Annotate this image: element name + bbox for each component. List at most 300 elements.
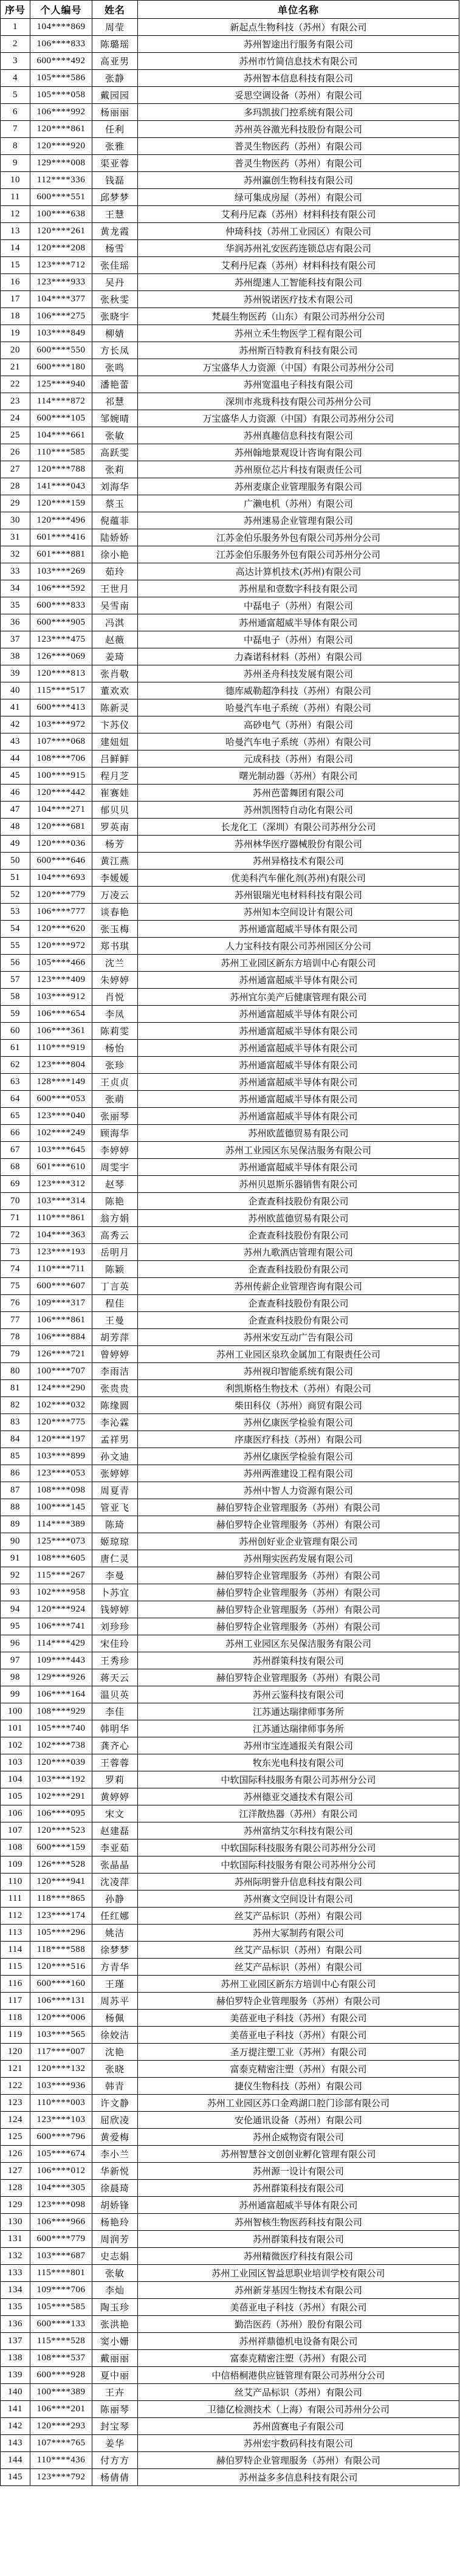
name-cell: 陈新灵 [92, 699, 138, 716]
personal-id-cell: 104****363 [30, 1227, 92, 1244]
seq-cell: 128 [1, 2180, 30, 2197]
personal-id-cell: 126****721 [30, 1346, 92, 1363]
name-cell: 胡芳萍 [92, 1329, 138, 1346]
name-cell: 张晓宇 [92, 308, 138, 325]
table-row [1, 2469, 459, 2486]
seq-cell: 131 [1, 2231, 30, 2248]
seq-cell: 69 [1, 1176, 30, 1193]
table-row [1, 819, 459, 836]
name-cell: 李沁霖 [92, 1414, 138, 1431]
table-row [1, 2163, 459, 2180]
table-row [1, 1942, 459, 1959]
table-row [1, 1346, 459, 1363]
name-cell: 黄江燕 [92, 853, 138, 870]
seq-cell: 127 [1, 2163, 30, 2180]
personal-id-cell: 125****073 [30, 1533, 92, 1550]
seq-cell: 104 [1, 1771, 30, 1788]
name-cell: 李雨洁 [92, 1363, 138, 1380]
name-cell: 杨怡 [92, 1040, 138, 1057]
company-cell: 普灵生物医药（苏州）有限公司 [138, 138, 459, 155]
personal-id-cell: 600****492 [30, 53, 92, 70]
seq-cell: 18 [1, 308, 30, 325]
seq-cell: 102 [1, 1737, 30, 1754]
name-cell: 陈颖 [92, 1261, 138, 1278]
personal-id-cell: 102****958 [30, 1584, 92, 1601]
company-cell: 苏州贝恩斯乐器销售有限公司 [138, 1176, 459, 1193]
table-row [1, 2316, 459, 2333]
table-row [1, 495, 459, 512]
personal-id-cell: 120****036 [30, 836, 92, 853]
company-cell: 苏州翰地景观设计咨询有限公司 [138, 444, 459, 461]
table-row [1, 1771, 459, 1788]
company-cell: 企查查科技股份有限公司 [138, 1295, 459, 1312]
personal-id-cell: 104****693 [30, 870, 92, 887]
name-cell: 顾海华 [92, 1125, 138, 1142]
name-cell: 黄爱梅 [92, 2129, 138, 2146]
name-cell: 周润芳 [92, 2231, 138, 2248]
personal-id-cell: 600****413 [30, 699, 92, 716]
table-row [1, 1108, 459, 1125]
table-header-row [1, 1, 459, 19]
name-cell: 渠亚蓉 [92, 155, 138, 172]
name-cell: 杨艳玲 [92, 2214, 138, 2231]
table-row [1, 2435, 459, 2452]
company-cell: 圣万提注塑工业（苏州）有限公司 [138, 2044, 459, 2061]
seq-cell: 144 [1, 2452, 30, 2469]
name-cell: 姚洁 [92, 1925, 138, 1942]
name-cell: 郑书琪 [92, 938, 138, 955]
name-cell: 姜琦 [92, 648, 138, 665]
personal-id-cell: 103****912 [30, 989, 92, 1006]
company-cell: 苏州云鉴科技有限公司 [138, 1686, 459, 1703]
table-row [1, 580, 459, 597]
seq-cell: 13 [1, 223, 30, 240]
seq-cell: 63 [1, 1074, 30, 1091]
seq-cell: 38 [1, 648, 30, 665]
seq-cell: 19 [1, 325, 30, 342]
table-row [1, 870, 459, 887]
table-row [1, 1959, 459, 1976]
table-row [1, 274, 459, 291]
seq-cell: 51 [1, 870, 30, 887]
table-row [1, 427, 459, 444]
seq-cell: 47 [1, 802, 30, 819]
table-row [1, 206, 459, 223]
table-row [1, 1908, 459, 1925]
name-cell: 岳明月 [92, 1244, 138, 1261]
company-cell: 赫伯罗特企业管理服务（苏州）有限公司 [138, 1601, 459, 1618]
personal-id-cell: 110****711 [30, 1261, 92, 1278]
table-row [1, 597, 459, 614]
personal-id-cell: 120****775 [30, 1414, 92, 1431]
seq-cell: 9 [1, 155, 30, 172]
seq-cell: 59 [1, 1006, 30, 1023]
seq-cell: 120 [1, 2044, 30, 2061]
personal-id-cell: 105****296 [30, 1925, 92, 1942]
table-row [1, 1720, 459, 1737]
seq-cell: 36 [1, 614, 30, 631]
seq-cell: 30 [1, 512, 30, 529]
company-cell: 丝艾产品标识（苏州）有限公司 [138, 1942, 459, 1959]
company-cell: 苏州源一设计有限公司 [138, 2163, 459, 2180]
name-cell: 冯淇 [92, 614, 138, 631]
company-cell: 哈曼汽车电子系统（苏州）有限公司 [138, 733, 459, 750]
table-row [1, 1652, 459, 1669]
name-cell: 张肖敬 [92, 665, 138, 682]
name-cell: 曾婷婷 [92, 1346, 138, 1363]
personal-id-cell: 102****291 [30, 1788, 92, 1805]
personal-id-cell: 115****801 [30, 2265, 92, 2282]
name-cell: 徐梦梦 [92, 1942, 138, 1959]
name-cell: 罗英南 [92, 819, 138, 836]
company-cell: 多玛凯拔门控系统有限公司 [138, 104, 459, 121]
personal-id-cell: 100****638 [30, 206, 92, 223]
seq-cell: 137 [1, 2333, 30, 2350]
seq-cell: 129 [1, 2197, 30, 2214]
table-row [1, 1431, 459, 1448]
company-cell: 仲琦科技（苏州工业园区）有限公司 [138, 223, 459, 240]
table-row [1, 2350, 459, 2367]
table-row [1, 461, 459, 478]
table-row [1, 716, 459, 733]
name-cell: 姜华 [92, 2435, 138, 2452]
company-cell: 苏州知本空间设计有限公司 [138, 904, 459, 921]
personal-id-cell: 106****275 [30, 308, 92, 325]
company-cell: 苏州缇速人工智能科技有限公司 [138, 274, 459, 291]
seq-cell: 24 [1, 410, 30, 427]
company-cell: 苏州林华医疗器械股份有限公司 [138, 836, 459, 853]
table-row [1, 1635, 459, 1652]
company-cell: 江洋散热器（苏州）有限公司 [138, 1805, 459, 1822]
table-row [1, 1159, 459, 1176]
seq-cell: 48 [1, 819, 30, 836]
table-row [1, 2299, 459, 2316]
seq-cell: 3 [1, 53, 30, 70]
table-row [1, 648, 459, 665]
personal-id-cell: 128****149 [30, 1074, 92, 1091]
name-cell: 高秀云 [92, 1227, 138, 1244]
company-cell: 华润苏州礼安医药连锁总店有限公司 [138, 240, 459, 257]
personal-id-cell: 123****312 [30, 1176, 92, 1193]
personal-id-cell: 120****972 [30, 938, 92, 955]
name-cell: 罗莉 [92, 1771, 138, 1788]
company-cell: 苏州九歌酒店管理有限公司 [138, 1244, 459, 1261]
table-row [1, 853, 459, 870]
name-cell: 张鸣 [92, 359, 138, 376]
name-cell: 董欢欢 [92, 682, 138, 699]
table-row [1, 1176, 459, 1193]
table-row [1, 699, 459, 716]
name-cell: 黄婷婷 [92, 1788, 138, 1805]
seq-cell: 58 [1, 989, 30, 1006]
name-cell: 李佳 [92, 1703, 138, 1720]
name-cell: 姬琼琼 [92, 1533, 138, 1550]
table-row [1, 1754, 459, 1771]
company-cell: 苏州工业园区苏口金鸡湖口腔门诊部有限公司 [138, 2095, 459, 2112]
name-cell: 王曼 [92, 1312, 138, 1329]
name-cell: 张玉梅 [92, 921, 138, 938]
table-row [1, 1142, 459, 1159]
personal-id-cell: 600****053 [30, 1091, 92, 1108]
company-cell: 江苏通达瑞律师事务所 [138, 1703, 459, 1720]
company-cell: 德库威勒超净科技（苏州）有限公司 [138, 682, 459, 699]
company-cell: 曙光制动器（苏州）有限公司 [138, 768, 459, 785]
seq-cell: 34 [1, 580, 30, 597]
company-cell: 苏州通富超威半导体有限公司 [138, 1108, 459, 1125]
header-name: 姓名 [92, 1, 138, 19]
name-cell: 张莉 [92, 461, 138, 478]
name-cell: 邹婉晴 [92, 410, 138, 427]
seq-cell: 31 [1, 529, 30, 546]
table-row [1, 478, 459, 495]
seq-cell: 14 [1, 240, 30, 257]
personal-id-cell: 102****032 [30, 1397, 92, 1414]
company-cell: 苏州星和壹数字科技有限公司 [138, 580, 459, 597]
name-cell: 陈莉雯 [92, 1023, 138, 1040]
personal-id-cell: 108****929 [30, 1703, 92, 1720]
seq-cell: 105 [1, 1788, 30, 1805]
seq-cell: 65 [1, 1108, 30, 1125]
name-cell: 茹玲 [92, 563, 138, 580]
company-cell: 勤浩医药（苏州）股份有限公司 [138, 2316, 459, 2333]
personal-id-cell: 123****475 [30, 631, 92, 648]
seq-cell: 115 [1, 1959, 30, 1976]
personal-id-cell: 123****053 [30, 1465, 92, 1482]
personal-id-cell: 114****429 [30, 1635, 92, 1652]
name-cell: 周苏平 [92, 1993, 138, 2010]
seq-cell: 125 [1, 2129, 30, 2146]
seq-cell: 97 [1, 1652, 30, 1669]
name-cell: 邱梦梦 [92, 189, 138, 206]
name-cell: 张秋雯 [92, 291, 138, 308]
company-cell: 苏州工业园区智益思职业培训学校有限公司 [138, 2265, 459, 2282]
company-cell: 高达计算机技术(苏州)有限公司 [138, 563, 459, 580]
table-row [1, 1618, 459, 1635]
name-cell: 张静 [92, 70, 138, 87]
seq-cell: 15 [1, 257, 30, 274]
seq-cell: 67 [1, 1142, 30, 1159]
company-cell: 苏州大冢制药有限公司 [138, 1925, 459, 1942]
seq-cell: 143 [1, 2435, 30, 2452]
company-cell: 赫伯罗特企业管理服务（苏州）有限公司 [138, 1993, 459, 2010]
table-row [1, 121, 459, 138]
personal-id-cell: 105****586 [30, 70, 92, 87]
name-cell: 陈璐瑶 [92, 36, 138, 53]
seq-cell: 25 [1, 427, 30, 444]
company-cell: 苏州通富超威半导体有限公司 [138, 1040, 459, 1057]
personal-id-cell: 600****133 [30, 2316, 92, 2333]
header-seq: 序号 [1, 1, 30, 19]
personal-id-cell: 104****271 [30, 802, 92, 819]
personal-id-cell: 107****068 [30, 733, 92, 750]
table-row [1, 342, 459, 359]
table-row [1, 1482, 459, 1499]
company-cell: 苏州茵赛电子有限公司 [138, 2418, 459, 2435]
personal-id-cell: 106****361 [30, 1023, 92, 1040]
seq-cell: 17 [1, 291, 30, 308]
personal-id-cell: 106****164 [30, 1686, 92, 1703]
personal-id-cell: 106****833 [30, 36, 92, 53]
table-row [1, 921, 459, 938]
personal-id-cell: 106****131 [30, 1993, 92, 2010]
company-cell: 广濑电机（苏州）有限公司 [138, 495, 459, 512]
seq-cell: 92 [1, 1567, 30, 1584]
name-cell: 张洪艳 [92, 2316, 138, 2333]
personal-id-cell: 105****674 [30, 2146, 92, 2163]
table-row [1, 1023, 459, 1040]
personal-id-cell: 106****592 [30, 580, 92, 597]
personal-id-cell: 108****706 [30, 750, 92, 768]
name-cell: 程月芝 [92, 768, 138, 785]
personal-id-cell: 104****661 [30, 427, 92, 444]
table-row [1, 546, 459, 563]
name-cell: 李亚茹 [92, 1839, 138, 1856]
seq-cell: 57 [1, 972, 30, 989]
table-row [1, 1261, 459, 1278]
table-row [1, 1550, 459, 1567]
personal-id-cell: 600****180 [30, 359, 92, 376]
seq-cell: 107 [1, 1822, 30, 1839]
name-cell: 许文静 [92, 2095, 138, 2112]
table-row [1, 1516, 459, 1533]
personal-id-cell: 110****436 [30, 2452, 92, 2469]
seq-cell: 32 [1, 546, 30, 563]
name-cell: 任红娜 [92, 1908, 138, 1925]
table-row [1, 2333, 459, 2350]
personal-id-cell: 126****528 [30, 1856, 92, 1874]
table-row [1, 1567, 459, 1584]
company-cell: 苏州凯图特自动化有限公司 [138, 802, 459, 819]
name-cell: 王秀珍 [92, 1652, 138, 1669]
personal-id-cell: 600****160 [30, 1976, 92, 1993]
company-cell: 苏州通富超威半导体有限公司 [138, 1057, 459, 1074]
personal-id-cell: 103****565 [30, 2027, 92, 2044]
table-row [1, 53, 459, 70]
name-cell: 卜苏宜 [92, 1584, 138, 1601]
seq-cell: 95 [1, 1618, 30, 1635]
personal-id-cell: 118****865 [30, 1891, 92, 1908]
company-cell: 苏州原位芯片科技有限责任公司 [138, 461, 459, 478]
seq-cell: 136 [1, 2316, 30, 2333]
seq-cell: 52 [1, 887, 30, 904]
name-cell: 杨雪 [92, 240, 138, 257]
table-row [1, 87, 459, 104]
seq-cell: 73 [1, 1244, 30, 1261]
company-cell: 企查查科技股份有限公司 [138, 1227, 459, 1244]
table-row [1, 836, 459, 853]
company-cell: 牧东光电科技有限公司 [138, 1754, 459, 1771]
name-cell: 周雯宇 [92, 1159, 138, 1176]
company-cell: 企查查科技股份有限公司 [138, 1261, 459, 1278]
company-cell: 哈曼汽车电子系统（苏州）有限公司 [138, 699, 459, 716]
company-cell: 苏州工业园区泉玖金属加工有限责任公司 [138, 1346, 459, 1363]
personal-id-cell: 600****646 [30, 853, 92, 870]
company-cell: 苏州赛文空间设计有限公司 [138, 1891, 459, 1908]
personal-id-cell: 123****409 [30, 972, 92, 989]
name-cell: 王卉 [92, 2384, 138, 2401]
company-cell: 江苏金伯乐服务外包有限公司苏州分公司 [138, 546, 459, 563]
table-row [1, 887, 459, 904]
company-cell: 苏州工业园区东吴保洁服务有限公司 [138, 1142, 459, 1159]
table-row [1, 1329, 459, 1346]
table-row [1, 70, 459, 87]
company-cell: 苏州通富超威半导体有限公司 [138, 1006, 459, 1023]
name-cell: 李媛媛 [92, 870, 138, 887]
personal-id-cell: 601****416 [30, 529, 92, 546]
table-row [1, 410, 459, 427]
company-cell: 苏州通富超威半导体有限公司 [138, 2197, 459, 2214]
company-cell: 苏州工业园区新东方培训中心有限公司 [138, 955, 459, 972]
name-cell: 吴雪南 [92, 597, 138, 614]
name-cell: 赵琴 [92, 1176, 138, 1193]
company-cell: 苏州通富超威半导体有限公司 [138, 1074, 459, 1091]
name-cell: 刘珍珍 [92, 1618, 138, 1635]
personal-id-cell: 110****919 [30, 1040, 92, 1057]
company-cell: 企查查科技股份有限公司 [138, 1193, 459, 1210]
company-cell: 优美科汽车催化剂(苏州)有限公司 [138, 870, 459, 887]
company-cell: 苏州企威物资有限公司 [138, 2129, 459, 2146]
personal-id-cell: 106****777 [30, 904, 92, 921]
personal-id-cell: 105****058 [30, 87, 92, 104]
seq-cell: 66 [1, 1125, 30, 1142]
name-cell: 杨佩 [92, 2010, 138, 2027]
table-row [1, 2452, 459, 2469]
name-cell: 杨倩倩 [92, 2469, 138, 2486]
name-cell: 谈春艳 [92, 904, 138, 921]
name-cell: 管亚飞 [92, 1499, 138, 1516]
personal-id-cell: 120****516 [30, 1959, 92, 1976]
company-cell: 利凯斯格生物技术（苏州）有限公司 [138, 1380, 459, 1397]
table-row [1, 1210, 459, 1227]
personal-id-cell: 120****681 [30, 819, 92, 836]
company-cell: 苏州圣舟科技发展有限公司 [138, 665, 459, 682]
seq-cell: 121 [1, 2061, 30, 2078]
personal-id-cell: 129****926 [30, 1669, 92, 1686]
name-cell: 钱婷婷 [92, 1601, 138, 1618]
table-row [1, 1703, 459, 1720]
table-row [1, 614, 459, 631]
personal-id-cell: 120****496 [30, 512, 92, 529]
table-body [1, 19, 459, 2486]
table-row [1, 2197, 459, 2214]
company-cell: 苏州群策科技有限公司 [138, 2180, 459, 2197]
seq-cell: 119 [1, 2027, 30, 2044]
name-cell: 王世月 [92, 580, 138, 597]
header-personal-id: 个人编号 [30, 1, 92, 19]
seq-cell: 98 [1, 1669, 30, 1686]
seq-cell: 45 [1, 768, 30, 785]
personal-id-cell: 600****796 [30, 2129, 92, 2146]
table-row [1, 1925, 459, 1942]
personal-id-cell: 126****069 [30, 648, 92, 665]
name-cell: 李婷婷 [92, 1142, 138, 1159]
company-cell: 苏州智慧谷文创创业孵化管理有限公司 [138, 2146, 459, 2163]
personal-id-cell: 123****712 [30, 257, 92, 274]
company-cell: 美蓓亚电子科技（苏州）有限公司 [138, 2010, 459, 2027]
seq-cell: 81 [1, 1380, 30, 1397]
personal-id-cell: 114****389 [30, 1516, 92, 1533]
company-cell: 苏州市宝连通报关有限公司 [138, 1737, 459, 1754]
company-cell: 苏州斯百特教育科技有限公司 [138, 342, 459, 359]
personal-id-cell: 100****707 [30, 1363, 92, 1380]
table-row [1, 172, 459, 189]
personal-id-cell: 115****517 [30, 682, 92, 699]
personal-id-cell: 123****040 [30, 1108, 92, 1125]
name-cell: 吴丹 [92, 274, 138, 291]
company-cell: 赫伯罗特企业管理服务（苏州）有限公司 [138, 1618, 459, 1635]
table-row [1, 2418, 459, 2435]
name-cell: 张珍 [92, 1057, 138, 1074]
